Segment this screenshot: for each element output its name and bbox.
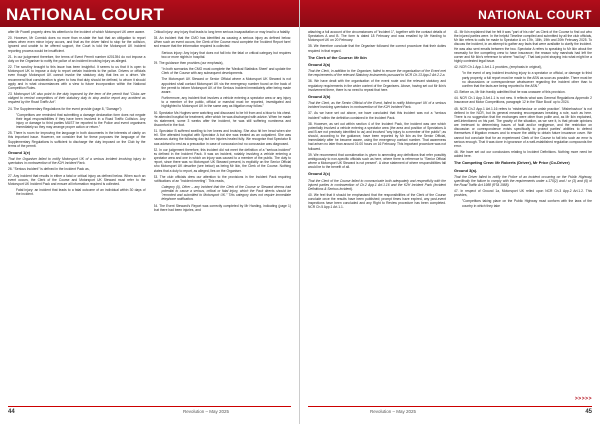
paragraph: 38. However, as set out within section 4 of the Incident Pack, the incident was one which potentially involved a vehicle entering a spectator area (the area and position of Spectators A and B are not precisely identified to us) and involved "any injury to a member of the public"; as should, according to the guidance, have been reported by Mr Ikin as the Senior Official, immediately after he became aware, using the emergency contact number. That awareness had arisen no later than around 01:00 hours on 16 February. This important procedure was not followed. [308, 121, 446, 151]
paragraph: 39. We recommend that consideration is given to amending any definitions that refer possibly ambiguously to non-specific officials such as here, where there is reference to "Senior Official where a Motorsport UK Steward is not present". A clear statement of where responsibilities fall would be to the benefit of all. [308, 152, 446, 170]
paragraph: 44. NCR Ch.1 App.3 Art.1.1 is not new. It reflects what was General Regulations Appendix 2 Insurance and Motor Competitions, paragraph 12 in the 'Blue Book' up to 2024. [454, 96, 592, 105]
paragraph: 30. Spectator Ms Hughes were watching and discussed to be hit from and a blow to his chest. He attended hospital for treatment, after which he was discharged with advice. When he made his statement, some 3 weeks after the incident, he was still suffering numbness and discomfort in the foot. [153, 110, 291, 127]
paragraph: 29. The guidance then provides (our emphasis), [153, 60, 224, 65]
paragraph: 21. In our judgement therefore, the terms of Event Permit number #201394 do not impose a duty on the Organiser to notify the police of an incident involving injury as alleged. [8, 54, 146, 63]
paragraph: 32. In our judgement therefore, this incident did not meet the definition of a "serious incident" as defined in the Incident Pack. It was an incident, notably involving a vehicle entering a spectator area and one in which an injury was caused to a member of the public. The duty to report, since there was no Motorsport UK Steward present, is explicitly on the Senior Official who Motorsport UK describe (see below) as being Mr Ikin, the Clerk of the Course. Nothing states that a duty to report, as alleged, lies on the Organiser. [153, 147, 291, 173]
ground-text: That the Organiser failed to notify Motorsport UK of a serious incident involving injury to spectators in contravention of the K2H Incident Pack. [8, 157, 146, 166]
paragraph: 41. Mr Ikin explained that he felt it was "part of his role" as Clerk of the Course to find out who the injured parties were. In the helpful Timeline compiled and submitted by all the club officials, Mr Ikin refers to calls he made to Spectator A on 17th, 18th, 19th and 20th February 2025. To discuss the incident, in an attempt to gather any facts that were available to clarify the incident. He was also sent emails between the two. Spectator A refers to speaking to Mr Ikin about the necessity for the competing crew to have insurance; the reason why marshals had left the corner and Mr Ikin's reference to where "had lay". That last point straying into what might be a highly contested legal issue. [454, 30, 592, 64]
section-heading: Ground 1(e) [8, 149, 31, 155]
page-number: 44 [8, 409, 15, 415]
banner-title: NATIONAL COURT [6, 5, 165, 24]
ground-text: That the Clerk of the Course failed to communicate both adequately and respectfully with the injured parties in contravention of Ch.2 App.1 Art.1.16 and the K2H Incident Pack (Incident Definitions & Serious Incident). [308, 178, 446, 191]
paragraph: after Mr Powell properly drew his attention to the incident of which Motorsport UK were aware. [8, 30, 146, 34]
paragraph: 26. "Serious Incident" is defined in the Incident Pack as, [8, 167, 90, 172]
paragraph: 22. The scrutiny brought to this issue has been insightful. It seems to us that it is open to Motorsport UK to impose a duty to report certain incidents to the police. Drivers or officials even though Motorsport UK cannot invoke the statutory duty that lies on a driver. We recommend that consideration is given to how that duty should be defined, to whom it should apply and in what circumstances with a view to future incorporation within the National Competition Rules. [8, 65, 146, 90]
issue-label: Revolution – May 2025 [182, 409, 229, 414]
ground-heading: Ground 2(b) [308, 93, 331, 99]
page-banner [300, 0, 600, 27]
ground-heading: Ground 2(a) [308, 61, 331, 67]
paragraph: 47. In respect of Ground 1a, Motorsport UK relied upon NCR Ch.3 App.2 Art.1.2. This provides, [454, 189, 592, 198]
quote: Furthermore, any incident that involves a vehicle entering a spectator area or any injury to a member of the public, official or marshal must be reported, investigated and highlighted to Motorsport UK in the same way as litigation may follow." [161, 96, 291, 109]
left-page-body [0, 27, 299, 406]
footer-rule [8, 406, 291, 407]
paragraph: 27. Any incident that results in either a fatal or critical injury as defined below. When such an event occurs, the Clerk of the Course and Motorsport UK Steward must refer to the Motorsport UK Incident Pack and ensure all information required is collected. [8, 173, 146, 186]
ground-heading: Ground 2(c) [308, 171, 331, 177]
ground-heading: Ground 3(a). [454, 167, 478, 173]
paragraph: 33. The club officials drew our attention to the provisions in the Incident Pack requiring notifications of an "incident meeting". This reads, [153, 174, 291, 183]
page-banner [0, 0, 299, 27]
ground-text: That the Driver failed to notify the Police of an incident occurring on the Public Highway, specifically the failure to comply with the requirements under s.170(2) and / or (3) and (6) of the Road Traffic Act 1988 (RTA 1988). [454, 174, 592, 187]
paragraph: attaching a full account of the circumstances of "incident 1", together with the contact details of Spectators A and B. The form is dated 18 February and was emailed by Mr Harding to Motorsport UK on 20 February. [308, 30, 446, 43]
paragraph: 40. We feel that it should be emphasised that the responsibilities of the Clerk of the Course conclude once the results have been published; prompt times have expired, any post-event inspections have been concluded and any Right to Review procedure has been completed. NCR Ch.5 App.1 Art.1.1. [308, 193, 446, 210]
paragraph: 45. NCR Ch.2 App.1 Art.1.16 refers to 'misbehaviour or unfair practice'. 'Misbehaviour' is not defined in the NCR, but its general meaning encompasses breaking a rule, such as here. There is no suggestion that the exchanges were other than polite and, as Mr Ikin explained, well-intentioned on his part. The gravity of the situation, as we see it, is that private opinions are irrelevant to determining issues of fault and/or negligence, and the restriction on discussion or correspondence exists specifically to protect parties' abilities to defend themselves if litigation ensues and to ensure the ability to obtain future insurance cover. We cannot but conclude that for an experienced Clerk of the Course to fall into such an error is serious enough. That it was done in ignorance of a well-established regulation compounds the error. [454, 106, 592, 148]
section-heading: The Competing Crew: Mr Roberts (Driver), Mr Price (Co-Driver) [454, 160, 570, 166]
section-heading: The Clerk of the Course: Mr Ikin [308, 54, 367, 60]
paragraph: 25. There is room for improving the language in both documents in the interests of clarity on this important issue. However, we consider that for these purposes the language of the Supplementary Regulations is sufficient to discharge the duty imposed on the Club by the terms of the permit. [8, 131, 146, 148]
footer-rule [308, 406, 592, 407]
right-column-2 [454, 30, 592, 406]
paragraph: 37. As we have set out above, we have concluded that this incident was not a "serious incident" within the definition contained in the Incident Pack. [308, 111, 446, 120]
quote: Category (ii), Other – any incident that the Clerk of the Course or Steward deems had potential to cause a serious, critical or fatal injury, which the Pack directs should be "recorded and submitted to Motorsport UK." This category does not require immediate telephone notification. [161, 185, 291, 202]
quote: "In the event of any incident involving injury to a spectator or official, or damage to third party property, a full report must be made to the ASN as soon as possible. There must be no discussions or correspondence whatsoever regarding the incident other than to confirm that the facts are being reported to the ASN." [462, 71, 592, 88]
paragraph: 35. We therefore conclude that the Organiser followed the correct procedure that their duties required in that regard. [308, 44, 446, 53]
continued-arrows: >>>>> [574, 396, 592, 402]
quote: "Competitors are reminded that submitting a damage declaration form does not negate their legal responsibilities if they have been involved in a Road Traffic Collision. Any injury or damage to third parties MUST be reported to the Police and event organisers immediately so they may arrange proper action or return." [16, 112, 146, 130]
paragraph: 23. Motorsport UK also point to the duty imposed by the term of the permit that "Clubs are obliged to remind competitors of their statutory duty to stop and/or report any accident as required by the Road Traffic Act". [8, 92, 146, 105]
left-column-2 [154, 30, 292, 406]
quote: "In both scenarios the CMO must complete the 'Medical Statistics Sheet' and update the Clerk of the Course with any subsequent developments. [161, 67, 291, 76]
paragraph: 36. We have dealt with the organisation of the event route and the relevant statutory and regulatory requirements in the wider context of the Organisers. Above, having set out Mr Ikin's involvement there, there is no need to repeat that here. [308, 79, 446, 92]
paragraph: 20. However, Mr Cormick does no more than re-state the fact that an obligation to report arises when even minor injury occurs, and that as the driver failed to stop for the collision, Ignored and unable to be offered support, the Court is told the Motorsport UK incident reporting process would be insufficient. [8, 36, 146, 53]
right-page [300, 0, 600, 424]
paragraph: 31. Spectator B suffered swelling to her knees and bruising. She also hit her head when she fell. She attended hospital with Spectator A but she was treated as an outpatient. She was nauseous during the following day but her injuries healed fully. We recognise that Spectator B was advised to rest as a precaution in case of concussion but no concussion was diagnosed. [153, 129, 291, 146]
page-footer [0, 404, 299, 424]
page-number: 45 [585, 409, 592, 415]
right-column-1 [308, 30, 446, 406]
paragraph: Serious injury: Any injury that does not fall into the fatal or critical category but requires two or more nights in hospital. [161, 50, 291, 59]
ground-text: That the Clerk, as the Senior Official of the Event, failed to notify Motorsport UK of a serious incident involving spectators in contravention of the K2H Incident Pack. [308, 101, 446, 110]
paragraph: 34. The Event Steward's Report was correctly completed by Mr Harding, indicating (page 1) that there had been injuries, and [153, 203, 291, 212]
issue-label: Revolution – May 2025 [370, 409, 417, 414]
quote: The Motorsport UK Steward or Senior Official where a Motorsport UK Steward is not appointed shall contact Motorsport UK via the emergency number found on the back of the permit to inform Motorsport UK of the Serious Incident immediately after being made aware. [161, 77, 291, 94]
paragraph: 43. Before us, Mr Ikin frankly admitted that he was unaware of this provision. [454, 90, 566, 95]
paragraph: Fatal injury: an incident that leads to a fatal outcome of an individual within 30 days of the incident. [16, 188, 146, 197]
banner-title: NATIONAL COURT [478, 8, 592, 22]
paragraph: 42. NCR Ch.1 App.1 Art.1.1 provides, (emphasis in original), [454, 65, 542, 70]
paragraph: 24. The Supplementary Regulations for the event provide (page 8, "Damage"): [8, 106, 123, 111]
paragraph: 46. We have set out our conclusions relating to Incident Definitions. Nothing more need be added here. [454, 150, 592, 159]
paragraph: 28. An incident that the CMO has identified as causing a serious injury as defined below. When such an event occurs, the Clerk of the Course must complete the 'Incident Report form' and ensure that the information required is collected. [153, 36, 291, 49]
paragraph: Critical injury: any injury that leads to long term serious incapacitation or may lead to a fatality. [153, 30, 291, 34]
quote: "Competitors taking place on the Public Highway must conform with the laws of the country in which they take [462, 199, 592, 208]
right-page-body [300, 27, 600, 406]
left-column-1 [8, 30, 146, 406]
ground-text: That the Clerk, in addition to the Organiser, failed to ensure the organisation of the Event met the requirements of the relevant Statutory instruments pursuant to NCR Ch.13 App.2 Art.2.2.a. [308, 69, 446, 78]
page-footer [300, 404, 600, 424]
